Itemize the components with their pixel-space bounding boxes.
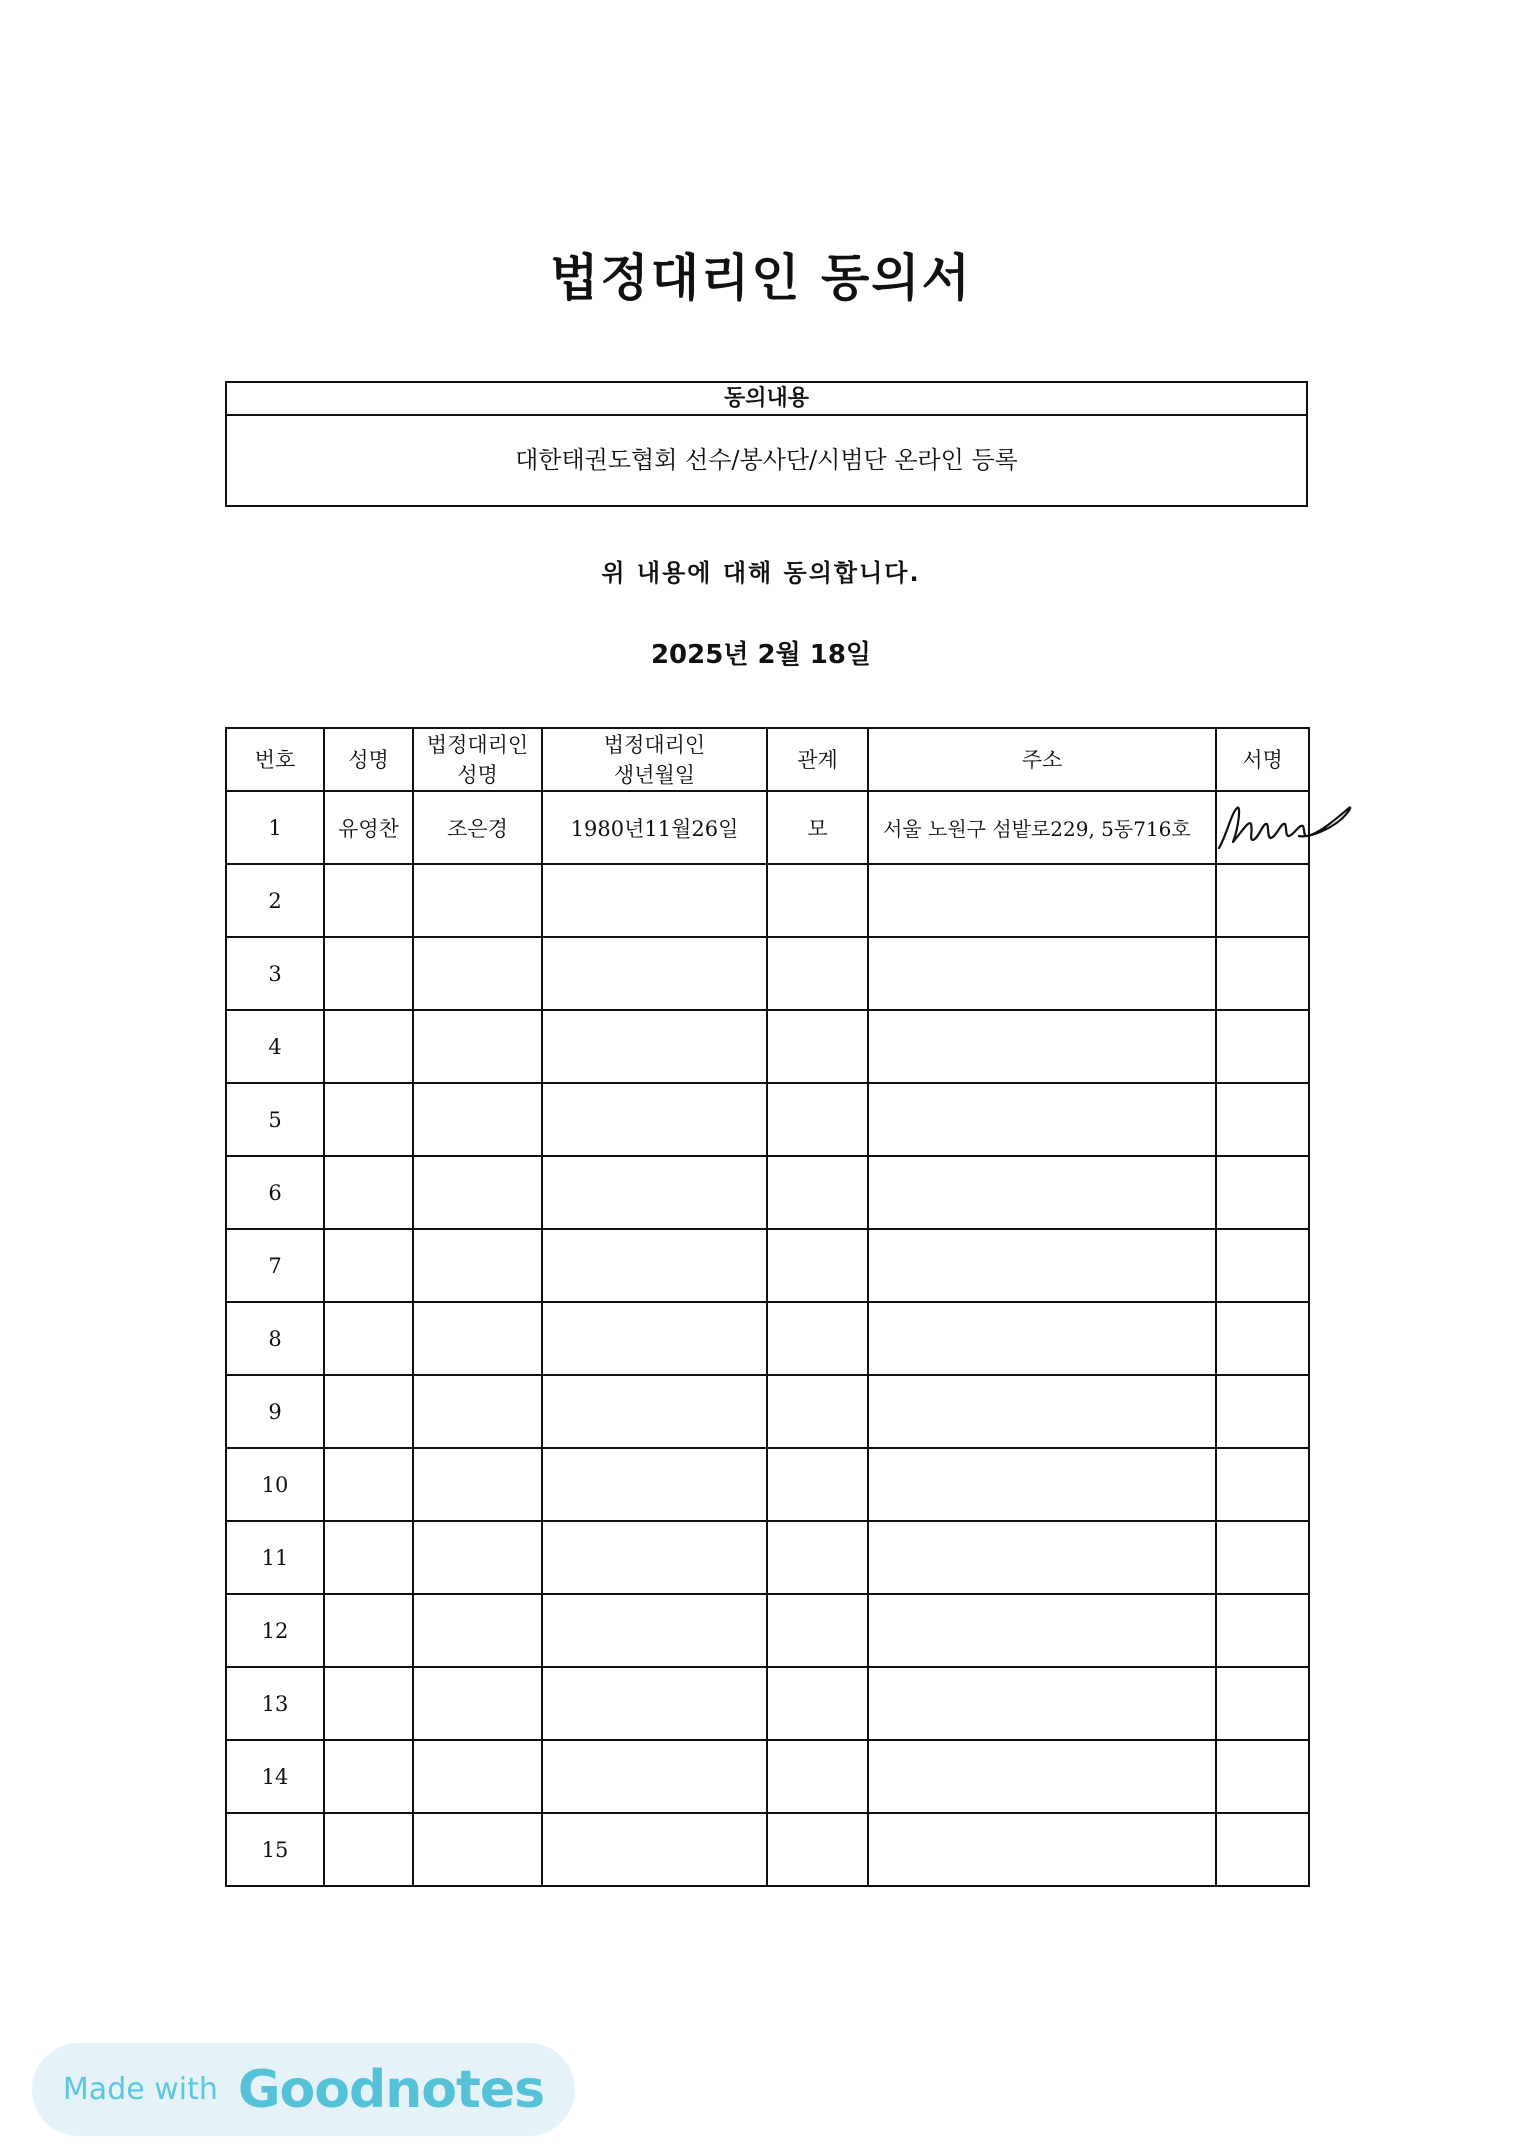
row-number: 7: [226, 1229, 324, 1302]
row-signature: [1216, 1521, 1309, 1594]
row-relation: 모: [767, 791, 868, 864]
table-row: [226, 1594, 1309, 1667]
row-name: [324, 1740, 413, 1813]
header-relation: 관계: [767, 728, 868, 791]
row-number: 2: [226, 864, 324, 937]
row-name: [324, 1229, 413, 1302]
row-guardian-birth: [542, 1667, 767, 1740]
row-guardian-name: [413, 1010, 542, 1083]
header-name: 성명: [324, 728, 413, 791]
table-row: [226, 1302, 1309, 1375]
row-guardian-name: [413, 1594, 542, 1667]
row-name: [324, 1375, 413, 1448]
row-relation: [767, 1667, 868, 1740]
row-guardian-birth: [542, 1010, 767, 1083]
row-guardian-name: [413, 864, 542, 937]
row-signature: [1216, 1740, 1309, 1813]
header-guardian-birth: [542, 728, 767, 791]
goodnotes-badge: [32, 2043, 575, 2136]
row-guardian-birth: [542, 1740, 767, 1813]
row-name: [324, 1813, 413, 1886]
table-row: [226, 1667, 1309, 1740]
row-number: 3: [226, 937, 324, 1010]
header-address: 주소: [868, 728, 1216, 791]
table-header-row: [226, 728, 1309, 791]
table-row: [226, 1083, 1309, 1156]
row-address: [868, 864, 1216, 937]
table-row: [226, 1375, 1309, 1448]
row-address: [868, 1229, 1216, 1302]
handwritten-signature: [1215, 796, 1355, 856]
row-number: 5: [226, 1083, 324, 1156]
row-guardian-name: [413, 1521, 542, 1594]
row-guardian-name: [413, 1302, 542, 1375]
table-row: [226, 1448, 1309, 1521]
row-guardian-birth: [542, 1229, 767, 1302]
header-guardian-birth-line1: 법정대리인: [603, 732, 706, 757]
row-signature: [1216, 1448, 1309, 1521]
table-row: [226, 1521, 1309, 1594]
row-guardian-name: [413, 1156, 542, 1229]
row-relation: [767, 1448, 868, 1521]
row-guardian-name: [413, 1813, 542, 1886]
row-address: [868, 1813, 1216, 1886]
table-row: [226, 937, 1309, 1010]
agree-statement: 위 내용에 대해 동의합니다.: [601, 559, 921, 587]
row-guardian-name: [413, 1740, 542, 1813]
badge-prefix: Made with: [62, 2072, 218, 2107]
header-no: 번호: [226, 728, 324, 791]
row-number: 15: [226, 1813, 324, 1886]
row-guardian-birth: [542, 1375, 767, 1448]
row-signature: [1216, 1083, 1309, 1156]
row-guardian-birth: [542, 1448, 767, 1521]
row-relation: [767, 1375, 868, 1448]
row-address: [868, 937, 1216, 1010]
row-signature: [1216, 864, 1309, 937]
row-number: 10: [226, 1448, 324, 1521]
row-number: 4: [226, 1010, 324, 1083]
document-title: 법정대리인 동의서: [550, 249, 972, 307]
row-address: 서울 노원구 섬밭로229, 5동716호: [868, 791, 1216, 864]
row-name: [324, 1010, 413, 1083]
row-number: 9: [226, 1375, 324, 1448]
row-signature: [1216, 1594, 1309, 1667]
row-signature: [1216, 1813, 1309, 1886]
row-name: [324, 864, 413, 937]
row-name: [324, 1156, 413, 1229]
row-relation: [767, 1156, 868, 1229]
row-name: [324, 1302, 413, 1375]
row-guardian-birth: [542, 1813, 767, 1886]
row-signature: [1216, 1229, 1309, 1302]
consent-box: [225, 381, 1308, 507]
row-name: 유영찬: [324, 791, 413, 864]
row-number: 14: [226, 1740, 324, 1813]
header-guardian-name: [413, 728, 542, 791]
row-relation: [767, 1302, 868, 1375]
row-signature: [1216, 1156, 1309, 1229]
row-relation: [767, 1594, 868, 1667]
row-guardian-birth: [542, 1521, 767, 1594]
row-signature: [1216, 791, 1309, 864]
row-address: [868, 1156, 1216, 1229]
row-guardian-name: [413, 1667, 542, 1740]
row-guardian-birth: [542, 1083, 767, 1156]
row-number: 8: [226, 1302, 324, 1375]
consent-header: 동의내용: [227, 383, 1306, 416]
row-relation: [767, 1813, 868, 1886]
header-guardian-name-line1: 법정대리인: [426, 732, 529, 757]
row-signature: [1216, 1375, 1309, 1448]
row-guardian-birth: [542, 864, 767, 937]
row-name: [324, 1083, 413, 1156]
row-guardian-name: [413, 937, 542, 1010]
row-guardian-birth: [542, 1156, 767, 1229]
row-signature: [1216, 937, 1309, 1010]
badge-brand: Goodnotes: [237, 2059, 545, 2120]
row-address: [868, 1302, 1216, 1375]
row-guardian-name: [413, 1375, 542, 1448]
row-guardian-name: 조은경: [413, 791, 542, 864]
header-guardian-name-line2: 성명: [457, 762, 498, 787]
row-signature: [1216, 1667, 1309, 1740]
row-relation: [767, 937, 868, 1010]
registration-table: [225, 727, 1310, 1887]
table-row: [226, 1813, 1309, 1886]
row-address: [868, 1667, 1216, 1740]
table-row: [226, 864, 1309, 937]
row-address: [868, 1375, 1216, 1448]
row-number: 6: [226, 1156, 324, 1229]
row-relation: [767, 1229, 868, 1302]
row-name: [324, 1448, 413, 1521]
row-name: [324, 1594, 413, 1667]
row-number: 1: [226, 791, 324, 864]
row-address: [868, 1521, 1216, 1594]
row-number: 12: [226, 1594, 324, 1667]
table-row: [226, 1740, 1309, 1813]
row-address: [868, 1740, 1216, 1813]
row-number: 11: [226, 1521, 324, 1594]
row-signature: [1216, 1010, 1309, 1083]
row-address: [868, 1448, 1216, 1521]
row-guardian-name: [413, 1448, 542, 1521]
row-guardian-name: [413, 1229, 542, 1302]
row-relation: [767, 1521, 868, 1594]
row-relation: [767, 1083, 868, 1156]
table-row: [226, 1229, 1309, 1302]
document-date: 2025년 2월 18일: [650, 640, 872, 670]
table-row: [226, 791, 1309, 864]
row-guardian-birth: [542, 937, 767, 1010]
row-signature: [1216, 1302, 1309, 1375]
row-number: 13: [226, 1667, 324, 1740]
row-address: [868, 1594, 1216, 1667]
table-row: [226, 1010, 1309, 1083]
row-address: [868, 1083, 1216, 1156]
header-signature: 서명: [1216, 728, 1309, 791]
header-guardian-birth-line2: 생년월일: [613, 762, 696, 787]
row-name: [324, 1667, 413, 1740]
row-relation: [767, 864, 868, 937]
consent-body: 대한태권도협회 선수/봉사단/시범단 온라인 등록: [515, 446, 1018, 474]
row-name: [324, 1521, 413, 1594]
row-guardian-name: [413, 1083, 542, 1156]
row-guardian-birth: 1980년11월26일: [542, 791, 767, 864]
row-address: [868, 1010, 1216, 1083]
row-name: [324, 937, 413, 1010]
row-guardian-birth: [542, 1302, 767, 1375]
row-relation: [767, 1010, 868, 1083]
row-relation: [767, 1740, 868, 1813]
table-row: [226, 1156, 1309, 1229]
row-guardian-birth: [542, 1594, 767, 1667]
